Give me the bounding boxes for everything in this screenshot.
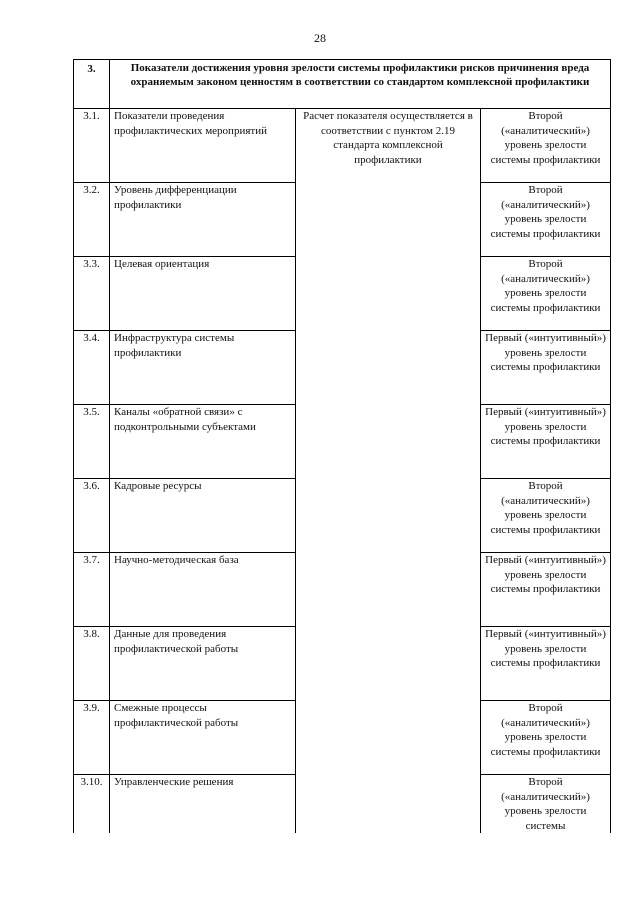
maturity-level: Первый («интуитивный») уровень зрелости системы профилактики <box>481 405 611 479</box>
indicator-name: Смежные процессы профилактической работы <box>110 701 296 775</box>
section-header-row <box>74 60 611 109</box>
indicator-name: Данные для проведения профилактической работы <box>110 627 296 701</box>
row-number: 3.7. <box>74 553 110 627</box>
indicator-name: Инфраструктура системы профилактики <box>110 331 296 405</box>
maturity-level: Первый («интуитивный») уровень зрелости системы профилактики <box>481 627 611 701</box>
maturity-level: Второй («аналитический») уровень зрелости системы профилактики <box>481 479 611 553</box>
section-title: Показатели достижения уровня зрелости системы профилактики рисков причинения вреда охраняемым законом ценностям в соответствии со стандартом комплексной профилактики <box>110 60 611 109</box>
row-number: 3.5. <box>74 405 110 479</box>
row-number: 3.6. <box>74 479 110 553</box>
indicators-table <box>73 59 611 833</box>
row-number: 3.4. <box>74 331 110 405</box>
page-number: 28 <box>314 31 326 45</box>
calculation-note: Расчет показателя осуществляется в соответствии с пунктом 2.19 стандарта комплексной профилактики <box>296 109 481 834</box>
table-row <box>74 109 611 183</box>
indicator-name: Научно-методическая база <box>110 553 296 627</box>
row-number: 3.9. <box>74 701 110 775</box>
maturity-level: Второй («аналитический») уровень зрелости системы профилактики <box>481 257 611 331</box>
indicator-name: Уровень дифференциации профилактики <box>110 183 296 257</box>
maturity-level: Первый («интуитивный») уровень зрелости системы профилактики <box>481 553 611 627</box>
maturity-level: Второй («аналитический») уровень зрелости системы <box>481 775 611 834</box>
maturity-level: Второй («аналитический») уровень зрелости системы профилактики <box>481 183 611 257</box>
row-number: 3.10. <box>74 775 110 834</box>
maturity-level: Второй («аналитический») уровень зрелости системы профилактики <box>481 701 611 775</box>
indicator-name: Показатели проведения профилактических мероприятий <box>110 109 296 183</box>
maturity-level: Первый («интуитивный») уровень зрелости системы профилактики <box>481 331 611 405</box>
indicator-name: Каналы «обратной связи» с подконтрольными субъектами <box>110 405 296 479</box>
row-number: 3.3. <box>74 257 110 331</box>
indicator-name: Управленческие решения <box>110 775 296 834</box>
indicator-name: Целевая ориентация <box>110 257 296 331</box>
row-number: 3.1. <box>74 109 110 183</box>
section-number: 3. <box>74 60 110 109</box>
maturity-level: Второй («аналитический») уровень зрелости системы профилактики <box>481 109 611 183</box>
row-number: 3.8. <box>74 627 110 701</box>
row-number: 3.2. <box>74 183 110 257</box>
indicator-name: Кадровые ресурсы <box>110 479 296 553</box>
